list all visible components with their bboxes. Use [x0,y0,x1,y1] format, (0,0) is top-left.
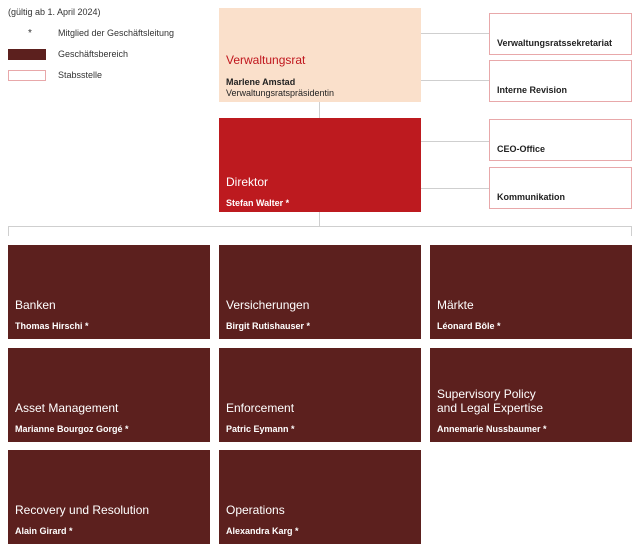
department-head: Birgit Rutishauser * [226,321,311,331]
connector-drop-left [8,226,9,236]
department-head: Léonard Bôle * [437,321,501,331]
department-box [430,245,632,339]
department-title: Märkte [437,298,474,312]
department-box [219,245,421,339]
department-head: Alexandra Karg * [226,526,299,536]
department-box [8,450,210,544]
legend-member-label: Mitglied der Geschäftsleitung [58,28,175,38]
staff-label: Interne Revision [497,85,568,95]
board-president-role: Verwaltungsratspräsidentin [226,88,335,98]
department-title: Versicherungen [226,298,310,312]
staff-box-ceo-office [489,119,632,161]
staff-box-board-secretariat [489,13,632,55]
legend-staff-label: Stabsstelle [58,70,103,80]
department-title: Recovery und Resolution [15,503,150,517]
director-name: Stefan Walter * [226,198,290,208]
validity-note: (gültig ab 1. April 2024) [8,7,101,17]
staff-box-communication [489,167,632,209]
business-area-swatch [8,49,46,60]
department-head: Marianne Bourgoz Gorgé * [15,424,129,434]
staff-label: Kommunikation [497,192,566,202]
director-title: Direktor [226,175,269,189]
department-box [8,348,210,442]
connector-board-staff-2 [421,80,489,81]
department-title-line-1: Supervisory Policy [437,387,536,401]
connector-board-director [319,102,320,118]
department-title [437,387,543,415]
connector-director-staff-2 [421,188,489,189]
connector-director-staff-1 [421,141,489,142]
department-box [219,348,421,442]
director-box [219,118,421,212]
connector-horizontal-bus [8,226,632,227]
department-title: Banken [15,298,56,312]
department-head: Patric Eymann * [226,424,295,434]
staff-label: Verwaltungsratssekretariat [497,38,613,48]
board-title: Verwaltungsrat [226,53,306,67]
staff-swatch [8,70,46,81]
department-box [8,245,210,339]
department-title-line-2: and Legal Expertise [437,401,544,415]
department-title: Enforcement [226,401,295,415]
department-head: Annemarie Nussbaumer * [437,424,547,434]
department-box [430,348,632,442]
department-head: Thomas Hirschi * [15,321,89,331]
department-title: Operations [226,503,285,517]
department-head: Alain Girard * [15,526,73,536]
staff-box-internal-audit [489,60,632,102]
department-title: Asset Management [15,401,119,415]
board-box [219,8,421,102]
legend-business-label: Geschäftsbereich [58,49,129,59]
connector-director-down [319,212,320,226]
board-president-name: Marlene Amstad [226,77,296,87]
staff-label: CEO-Office [497,144,546,154]
connector-drop-right [631,226,632,236]
member-asterisk: * [28,28,32,39]
department-box [219,450,421,544]
connector-board-staff-1 [421,33,489,34]
